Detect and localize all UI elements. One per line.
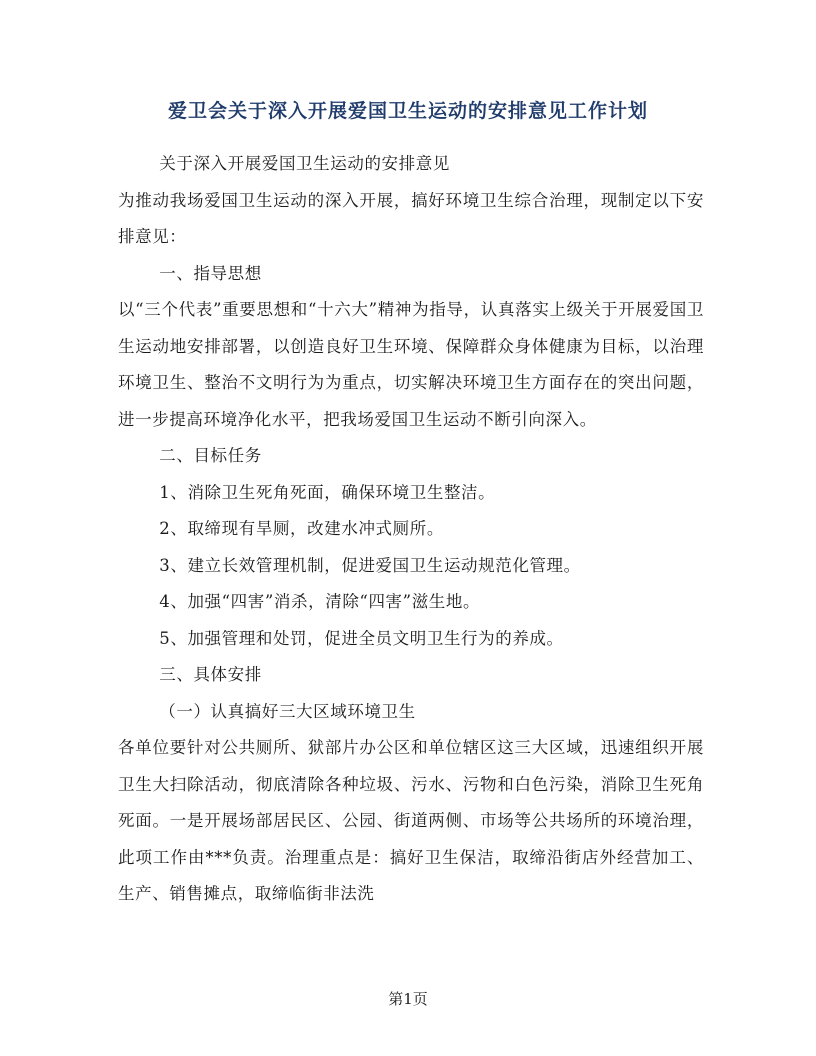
guiding-ideology-paragraph: 以“三个代表”重要思想和“十六大”精神为指导，认真落实上级关于开展爱国卫生运动地安排部署，以创造良好卫生环境、保障群众身体健康为目标，以治理环境卫生、整治不文明行为为重点，切实解决环境卫生方面存在的突出问题，进一步提高环境净化水平，把我场爱国卫生运动不断引向深入。 <box>118 300 704 429</box>
document-title: 爱卫会关于深入开展爱国卫生运动的安排意见工作计划 <box>167 100 648 122</box>
section-heading-objectives: 二、目标任务 <box>159 446 262 465</box>
three-areas-paragraph: 各单位要针对公共厕所、狱部片办公区和单位辖区这三大区域，迅速组织开展卫生大扫除活动，彻底清除各种垃圾、污水、污物和白色污染，消除卫生死角死面。一是开展场部居民区、公园、街道两侧、市场等公共场所的环境治理，此项工作由***负责。治理重点是：搞好卫生保洁，取缔沿街店外经营加工、生产、销售摊点，取缔临街非法洗 <box>118 738 704 903</box>
document-body <box>118 146 704 913</box>
objective-item-1: 1、消除卫生死角死面，确保环境卫生整洁。 <box>159 482 496 502</box>
objective-item-3: 3、建立长效管理机制，促进爱国卫生运动规范化管理。 <box>159 555 581 575</box>
section-heading-guiding-ideology: 一、指导思想 <box>159 263 262 283</box>
section-heading-arrangements: 三、具体安排 <box>159 665 262 684</box>
subsection-heading-three-areas: （一）认真搞好三大区域环境卫生 <box>159 701 416 721</box>
objective-item-5: 5、加强管理和处罚，促进全员文明卫生行为的养成。 <box>159 628 564 648</box>
intro-paragraph: 为推动我场爱国卫生运动的深入开展，搞好环境卫生综合治理，现制定以下安排意见： <box>118 190 704 246</box>
page-number: 第1页 <box>388 990 428 1008</box>
objective-item-4: 4、加强“四害”消杀，清除“四害”滋生地。 <box>159 592 481 611</box>
subtitle-paragraph: 关于深入开展爱国卫生运动的安排意见 <box>159 154 450 173</box>
objective-item-2: 2、取缔现有旱厕，改建水冲式厕所。 <box>159 519 444 538</box>
